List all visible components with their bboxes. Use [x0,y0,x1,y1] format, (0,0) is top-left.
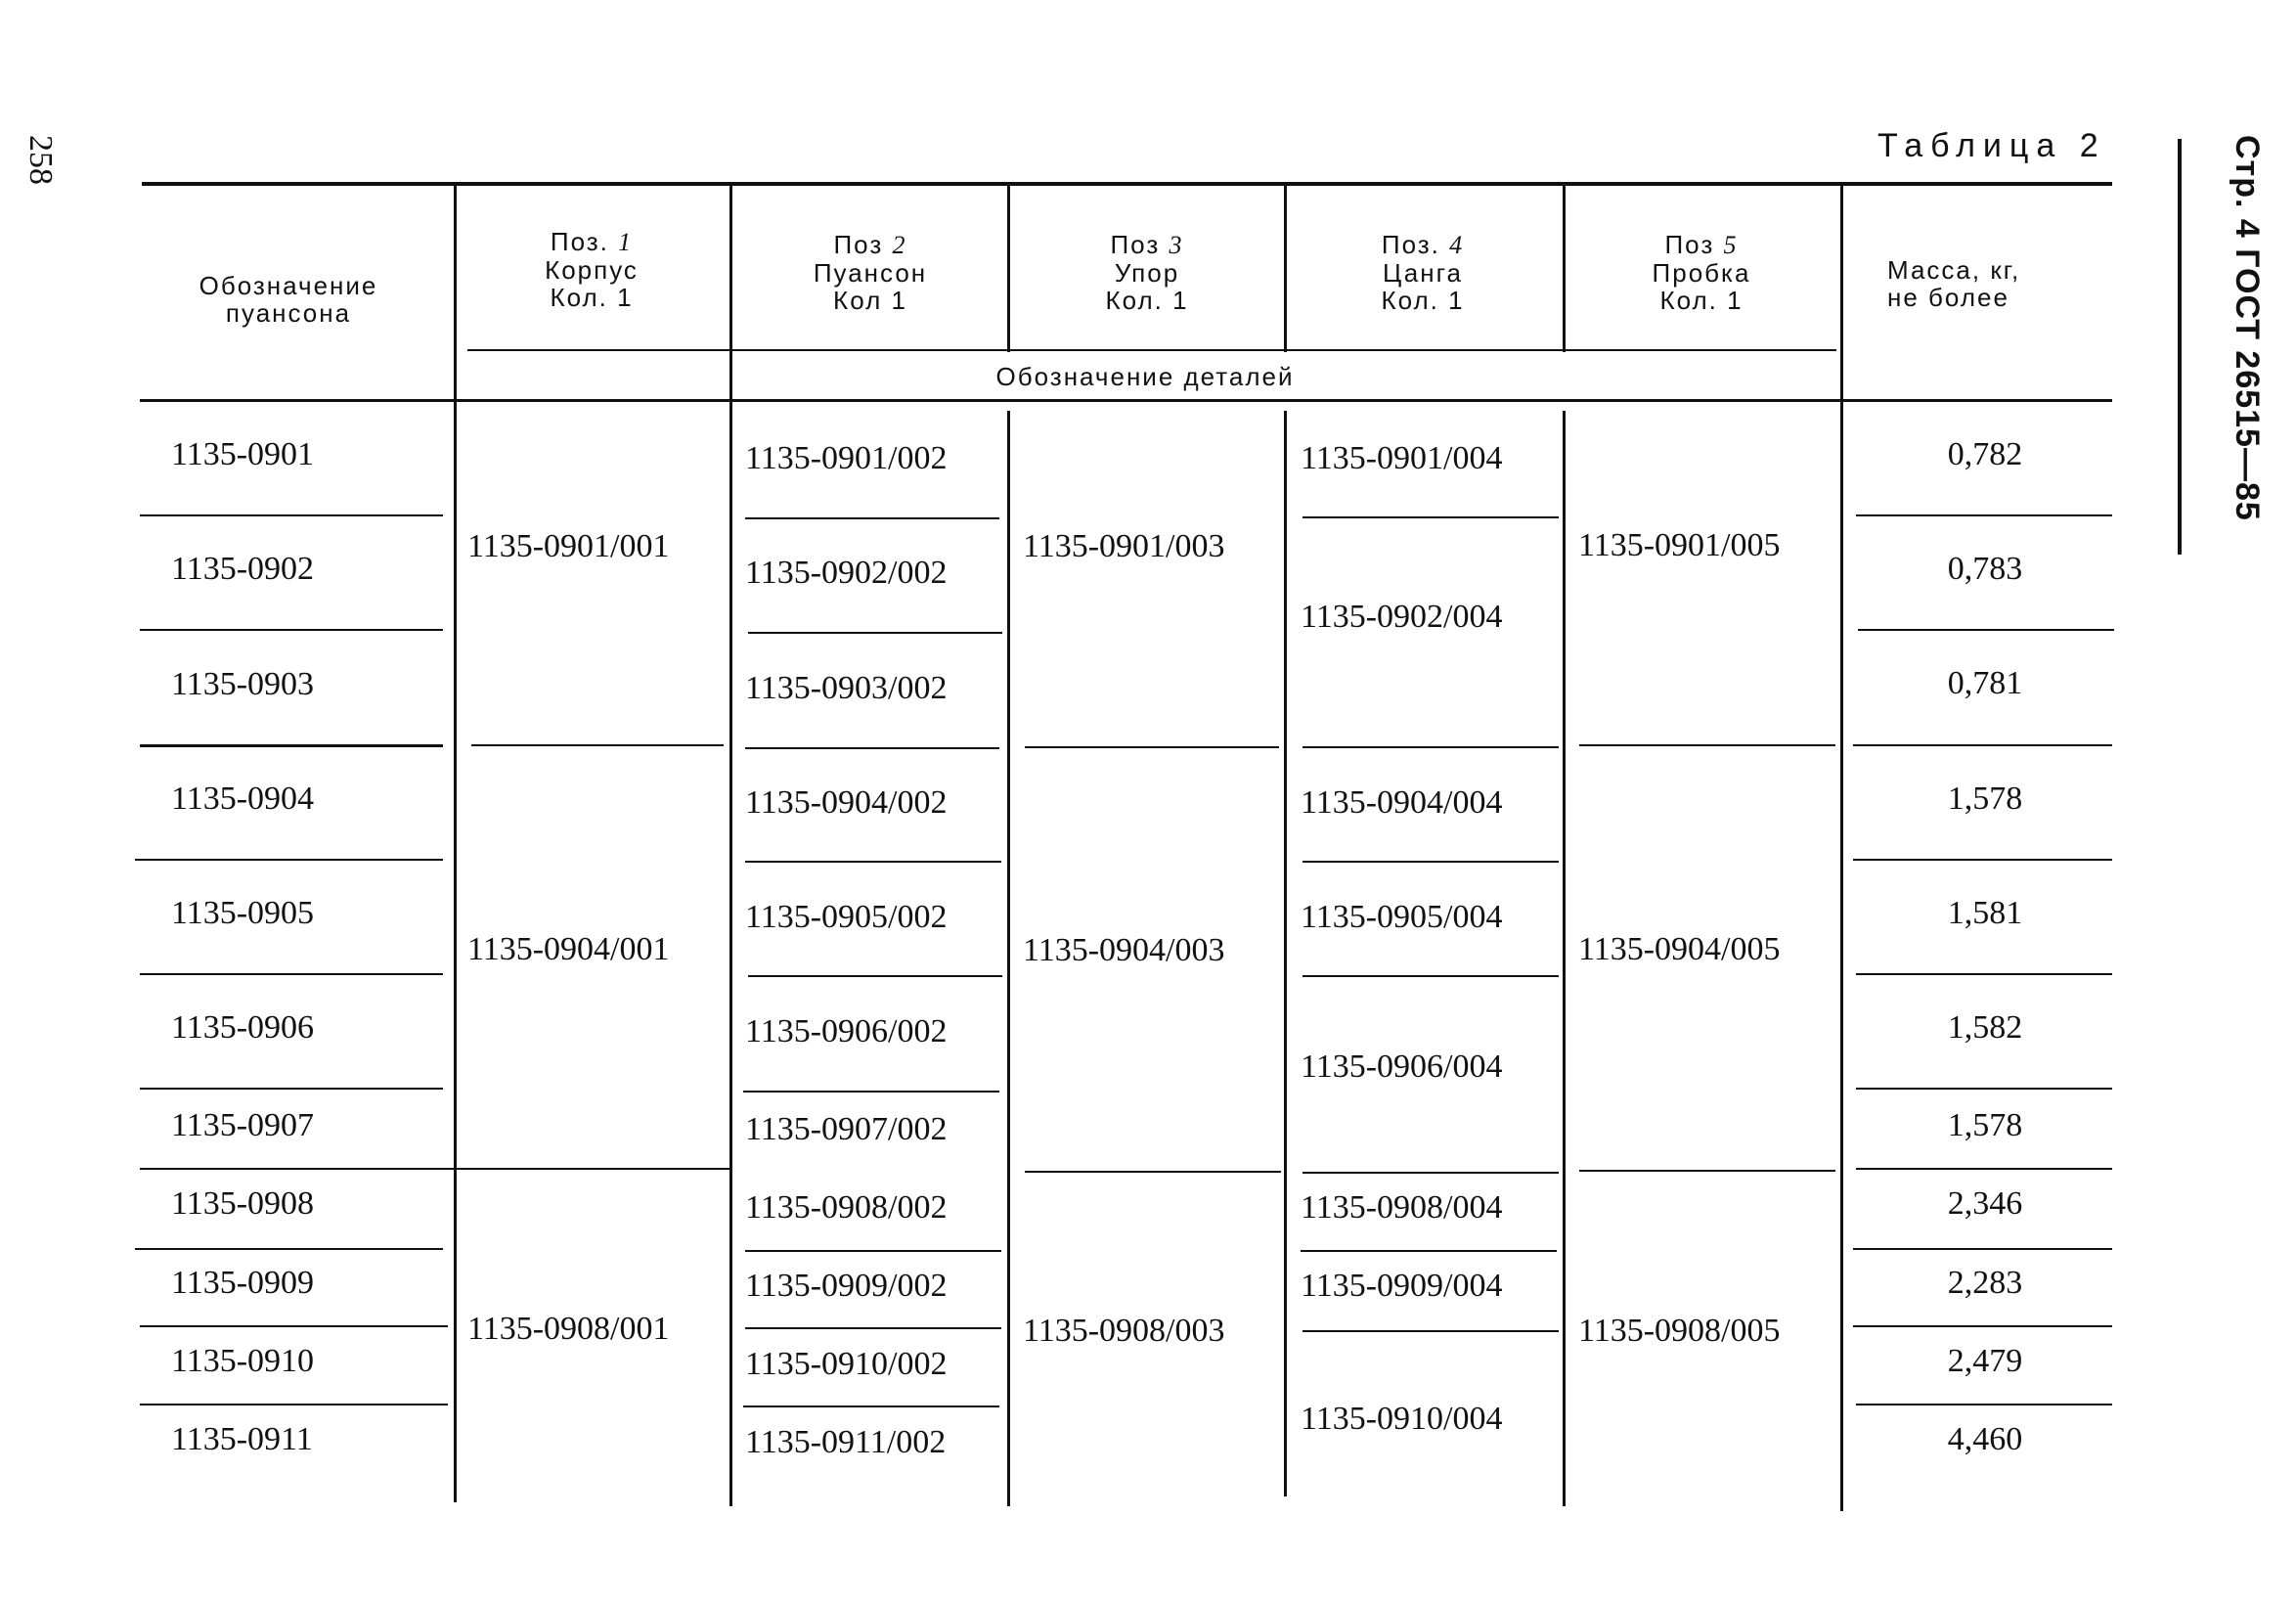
row-line-m-1 [1856,514,2112,516]
pos4-cell: 1135-0906/004 [1301,1048,1503,1085]
header-pos2-prefix: Поз [833,230,884,259]
pos4-cell: 1135-0901/004 [1301,440,1503,476]
header-pos4 [1301,231,1545,314]
row-line-m-8 [1853,1248,2112,1250]
header-bottom-border [140,399,2112,402]
designation-cell: 1135-0906 [171,1009,315,1046]
column-divider-4b [1284,411,1287,1496]
row-line-d-4 [135,859,443,861]
header-pos2-qty: Кол 1 [833,286,907,315]
header-pos5 [1579,231,1824,314]
column-divider-5 [1563,186,1566,352]
designation-cell: 1135-0902 [171,551,315,587]
pos4-cell: 1135-0910/004 [1301,1401,1503,1437]
header-pos1-name: Корпус [545,255,639,285]
pos2-cell: 1135-0911/002 [745,1424,947,1460]
row-line-d-2 [140,629,443,631]
pos2-cell: 1135-0901/002 [745,440,948,476]
group-line-p3-1 [1025,746,1279,748]
pos3-cell: 1135-0908/003 [1023,1313,1225,1349]
pos5-cell: 1135-0901/005 [1578,527,1781,563]
header-pos3-name: Упор [1114,258,1180,288]
column-divider-4 [1284,186,1287,352]
mass-cell: 2,346 [1947,1185,2023,1222]
pos2-cell: 1135-0909/002 [745,1268,948,1304]
row-line-p4-5 [1303,1172,1559,1174]
header-pos4-name: Цанга [1383,258,1463,288]
pos2-cell: 1135-0906/002 [745,1013,948,1049]
header-mass: Масса, кг, не более [1887,255,2021,312]
header-pos2-num: 2 [892,231,907,259]
row-line-m-3 [1853,744,2112,746]
row-line-p2-5 [748,975,1002,977]
pos2-cell: 1135-0908/002 [745,1189,948,1226]
row-line-p2-3 [745,747,999,749]
mass-cell: 1,578 [1947,781,2023,817]
mass-cell: 4,460 [1947,1421,2023,1457]
header-pos4-num: 4 [1449,231,1465,259]
row-line-p2-4 [745,861,1001,863]
mass-cell: 0,781 [1947,665,2023,701]
row-line-p4-6 [1301,1250,1557,1252]
page-number: 258 [22,135,59,185]
header-pos1-qty: Кол. 1 [550,283,634,312]
row-line-p4-7 [1303,1330,1559,1332]
row-line-p2-6 [743,1091,999,1093]
mass-cell: 1,578 [1947,1107,2023,1143]
designation-cell: 1135-0903 [171,666,315,702]
designation-cell: 1135-0911 [171,1421,313,1457]
pos2-cell: 1135-0910/002 [745,1346,948,1382]
designation-cell: 1135-0901 [171,436,315,472]
mass-cell: 0,783 [1947,551,2023,587]
row-line-d-6 [140,1088,443,1090]
mass-cell: 1,581 [1947,895,2023,931]
row-line-d-3 [140,744,443,747]
header-pos1 [469,228,714,311]
column-divider-6 [1840,186,1843,1511]
mass-cell: 2,283 [1947,1265,2023,1301]
row-line-p4-1 [1303,516,1559,518]
header-pos5-name: Пробка [1652,258,1751,288]
pos5-cell: 1135-0904/005 [1578,931,1781,967]
header-pos3 [1025,231,1269,314]
row-line-m-5 [1856,973,2112,975]
table-title: Таблица 2 [1877,127,2106,164]
group-line-p5-1 [1579,744,1835,746]
designation-cell: 1135-0905 [171,895,315,931]
designation-cell: 1135-0904 [171,781,315,817]
row-line-m-7 [1856,1168,2112,1170]
pos4-cell: 1135-0902/004 [1301,599,1503,635]
header-pos4-prefix: Поз. [1381,230,1440,259]
pos2-cell: 1135-0902/002 [745,555,948,591]
pos5-cell: 1135-0908/005 [1578,1313,1781,1349]
row-line-m-4 [1853,859,2112,861]
row-line-d-8 [135,1248,443,1250]
column-divider-3b [1007,411,1010,1506]
pos3-cell: 1135-0901/003 [1023,528,1225,564]
row-line-m-10 [1856,1404,2112,1405]
header-pos3-num: 3 [1169,231,1184,259]
row-line-d-1 [140,514,443,516]
row-line-d-10 [140,1404,448,1405]
subheader-line [467,349,1836,351]
row-line-p2-9 [743,1405,999,1407]
row-line-p4-3 [1303,861,1559,863]
column-divider-2b [729,411,732,1506]
row-line-p2-1 [745,517,999,519]
side-header: Стр. 4 ГОСТ 26515—85 [2229,135,2266,521]
pos4-cell: 1135-0908/004 [1301,1189,1503,1226]
designation-cell: 1135-0909 [171,1265,315,1301]
header-pos5-qty: Кол. 1 [1659,286,1744,315]
mass-cell: 0,782 [1947,436,2023,472]
row-line-m-6 [1856,1088,2112,1090]
row-line-m-2 [1858,629,2114,631]
column-divider-3 [1007,186,1010,352]
pos2-cell: 1135-0907/002 [745,1111,948,1147]
designation-cell: 1135-0908 [171,1185,315,1222]
group-line-p1-1 [471,744,724,746]
row-line-p2-8 [745,1327,1001,1329]
pos3-cell: 1135-0904/003 [1023,932,1225,968]
side-rule [2178,139,2182,555]
row-line-d-9 [140,1325,448,1327]
row-line-p4-2 [1303,746,1559,748]
pos1-cell: 1135-0901/001 [467,528,670,564]
header-pos2 [748,231,993,314]
row-line-d-5 [140,973,443,975]
row-line-p2-2 [748,632,1002,634]
header-designation: Обозначение пуансона [199,271,378,328]
header-pos2-name: Пуансон [813,258,928,288]
row-line-p2-7 [745,1250,1001,1252]
table-top-border [142,182,2112,186]
designation-cell: 1135-0910 [171,1343,315,1379]
pos2-cell: 1135-0905/002 [745,899,948,935]
row-line-d-7 [140,1168,731,1170]
header-pos5-num: 5 [1723,231,1739,259]
header-pos4-qty: Кол. 1 [1381,286,1465,315]
row-line-m-9 [1853,1325,2112,1327]
pos4-cell: 1135-0904/004 [1301,784,1503,821]
row-line-p4-4 [1303,975,1559,977]
pos1-cell: 1135-0904/001 [467,931,670,967]
group-line-p5-2 [1579,1170,1835,1172]
header-pos5-prefix: Поз [1664,230,1715,259]
mass-cell: 2,479 [1947,1343,2023,1379]
group-line-p3-2 [1025,1171,1281,1173]
header-pos3-prefix: Поз [1110,230,1161,259]
pos4-cell: 1135-0909/004 [1301,1268,1503,1304]
header-pos1-prefix: Поз. [550,227,609,256]
column-divider-5b [1563,411,1566,1506]
pos2-cell: 1135-0903/002 [745,670,948,706]
header-pos3-qty: Кол. 1 [1105,286,1189,315]
pos1-cell: 1135-0908/001 [467,1311,670,1347]
designation-cell: 1135-0907 [171,1107,315,1143]
header-pos1-num: 1 [618,228,634,256]
pos2-cell: 1135-0904/002 [745,784,948,821]
mass-cell: 1,582 [1947,1009,2023,1046]
pos4-cell: 1135-0905/004 [1301,899,1503,935]
header-details: Обозначение деталей [995,362,1295,391]
